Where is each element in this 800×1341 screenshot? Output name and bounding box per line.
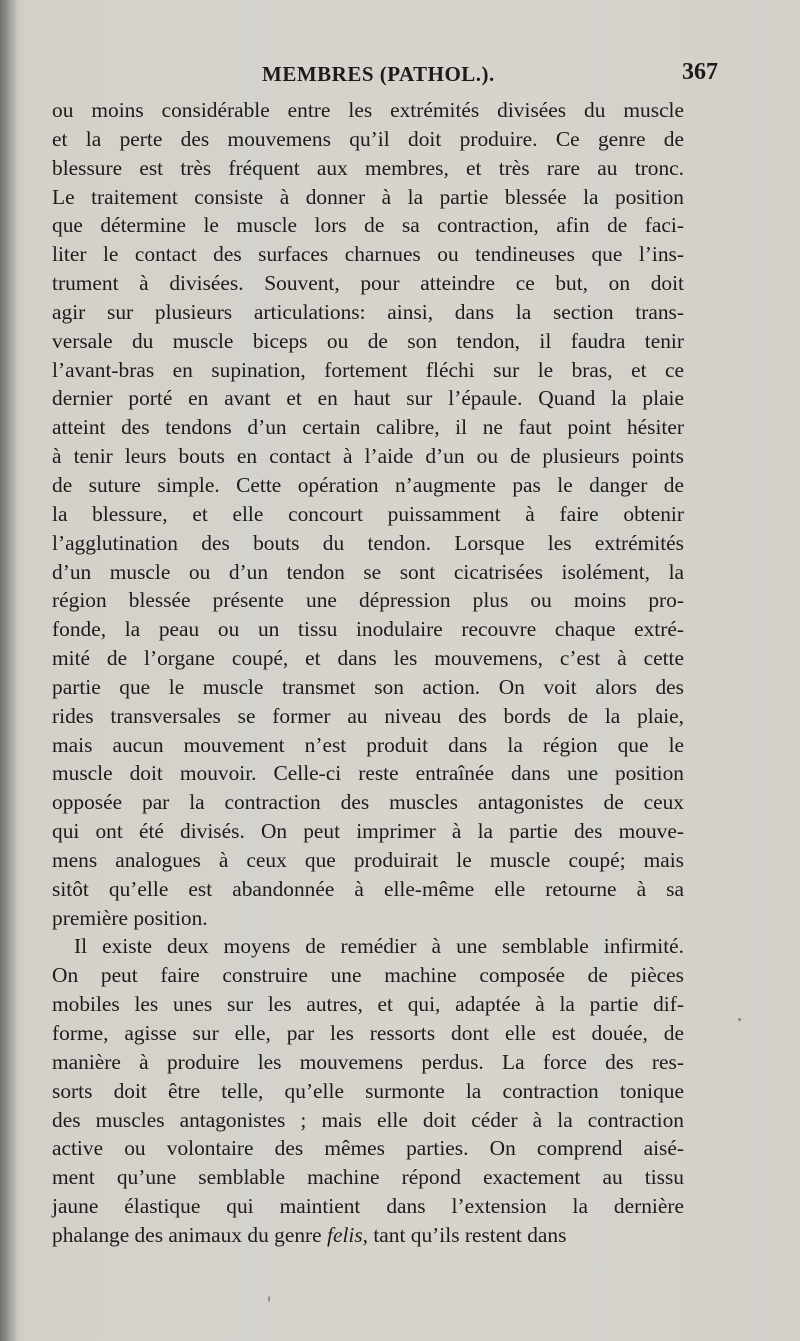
text-line: mobiles les unes sur les autres, et qui, adaptée à la partie dif- [52, 992, 684, 1017]
text-line: rides transversales se former au niveau des bords de la plaie, [52, 703, 684, 728]
text-line: phalange des animaux du genre felis, tant qu’ils restent dans [52, 1222, 567, 1247]
text-line: ou moins considérable entre les extrémités divisées du muscle [52, 98, 684, 122]
text-line: l’avant-bras en supination, fortement fléchi sur le bras, et ce [52, 357, 684, 382]
page-number: 367 [682, 59, 718, 85]
text-line: des muscles antagonistes ; mais elle doit céder à la contraction [52, 1107, 684, 1132]
text-line: l’agglutination des bouts du tendon. Lorsque les extrémités [52, 530, 684, 555]
paper-speck [738, 1018, 741, 1021]
text-line: dernier porté en avant et en haut sur l’épaule. Quand la plaie [52, 386, 684, 411]
text-line: région blessée présente une dépression plus ou moins pro- [52, 588, 684, 613]
genus-name-italic: felis [327, 1222, 363, 1247]
text-line: versale du muscle biceps ou de son tendon, il faudra tenir [52, 328, 684, 353]
text-line: première position. [52, 905, 208, 930]
text-line: muscle doit mouvoir. Celle-ci reste entraînée dans une position [52, 761, 684, 786]
text-line: Le traitement consiste à donner à la partie blessée la position [52, 184, 684, 209]
text-line: jaune élastique qui maintient dans l’extension la dernière [52, 1194, 684, 1219]
text-line: que détermine le muscle lors de sa contraction, afin de faci- [52, 213, 684, 238]
text-line: mens analogues à ceux que produirait le muscle coupé; mais [52, 847, 684, 872]
text-line: trument à divisées. Souvent, pour atteindre ce but, on doit [52, 271, 684, 296]
text-line: opposée par la contraction des muscles antagonistes de ceux [52, 790, 684, 815]
paragraph-1 [52, 96, 684, 932]
page-header [56, 59, 718, 92]
text-line: sorts doit être telle, qu’elle surmonte la contraction tonique [52, 1078, 684, 1103]
body-text [52, 96, 684, 1250]
binding-shadow [0, 0, 18, 1341]
text-line: sitôt qu’elle est abandonnée à elle-même elle retourne à sa [52, 876, 684, 901]
text-line: active ou volontaire des mêmes parties. On comprend aisé- [52, 1136, 684, 1161]
text-line: mais aucun mouvement n’est produit dans la région que le [52, 732, 684, 757]
text-line: liter le contact des surfaces charnues ou tendineuses que l’ins- [52, 242, 684, 267]
text-line: mité de l’organe coupé, et dans les mouvemens, c’est à cette [52, 646, 684, 671]
text-line: et la perte des mouvemens qu’il doit produire. Ce genre de [52, 126, 684, 151]
text-line: ment qu’une semblable machine répond exactement au tissu [52, 1165, 684, 1190]
running-head: MEMBRES (PATHOL.). [262, 62, 495, 86]
text-line: manière à produire les mouvemens perdus. La force des res- [52, 1049, 684, 1074]
text-line: d’un muscle ou d’un tendon se sont cicatrisées isolément, la [52, 559, 684, 584]
paragraph-2 [52, 932, 684, 1249]
text-line: qui ont été divisés. On peut imprimer à la partie des mouve- [52, 819, 684, 844]
text-line: la blessure, et elle concourt puissamment à faire obtenir [52, 501, 684, 526]
text-line: On peut faire construire une machine composée de pièces [52, 963, 684, 988]
text-line: partie que le muscle transmet son action. On voit alors des [52, 674, 684, 699]
text-line: fonde, la peau ou un tissu inodulaire recouvre chaque extré- [52, 617, 684, 642]
text-line: agir sur plusieurs articulations: ainsi, dans la section trans- [52, 299, 684, 324]
text-line: atteint des tendons d’un certain calibre, il ne faut point hésiter [52, 415, 684, 440]
text-line: de suture simple. Cette opération n’augmente pas le danger de [52, 472, 684, 497]
text-line: forme, agisse sur elle, par les ressorts dont elle est douée, de [52, 1021, 684, 1045]
text-line: Il existe deux moyens de remédier à une semblable infirmité. [74, 934, 684, 959]
paper-speck [268, 1296, 270, 1302]
text-line: à tenir leurs bouts en contact à l’aide d’un ou de plusieurs points [52, 444, 684, 469]
text-line: blessure est très fréquent aux membres, et très rare au tronc. [52, 155, 684, 180]
